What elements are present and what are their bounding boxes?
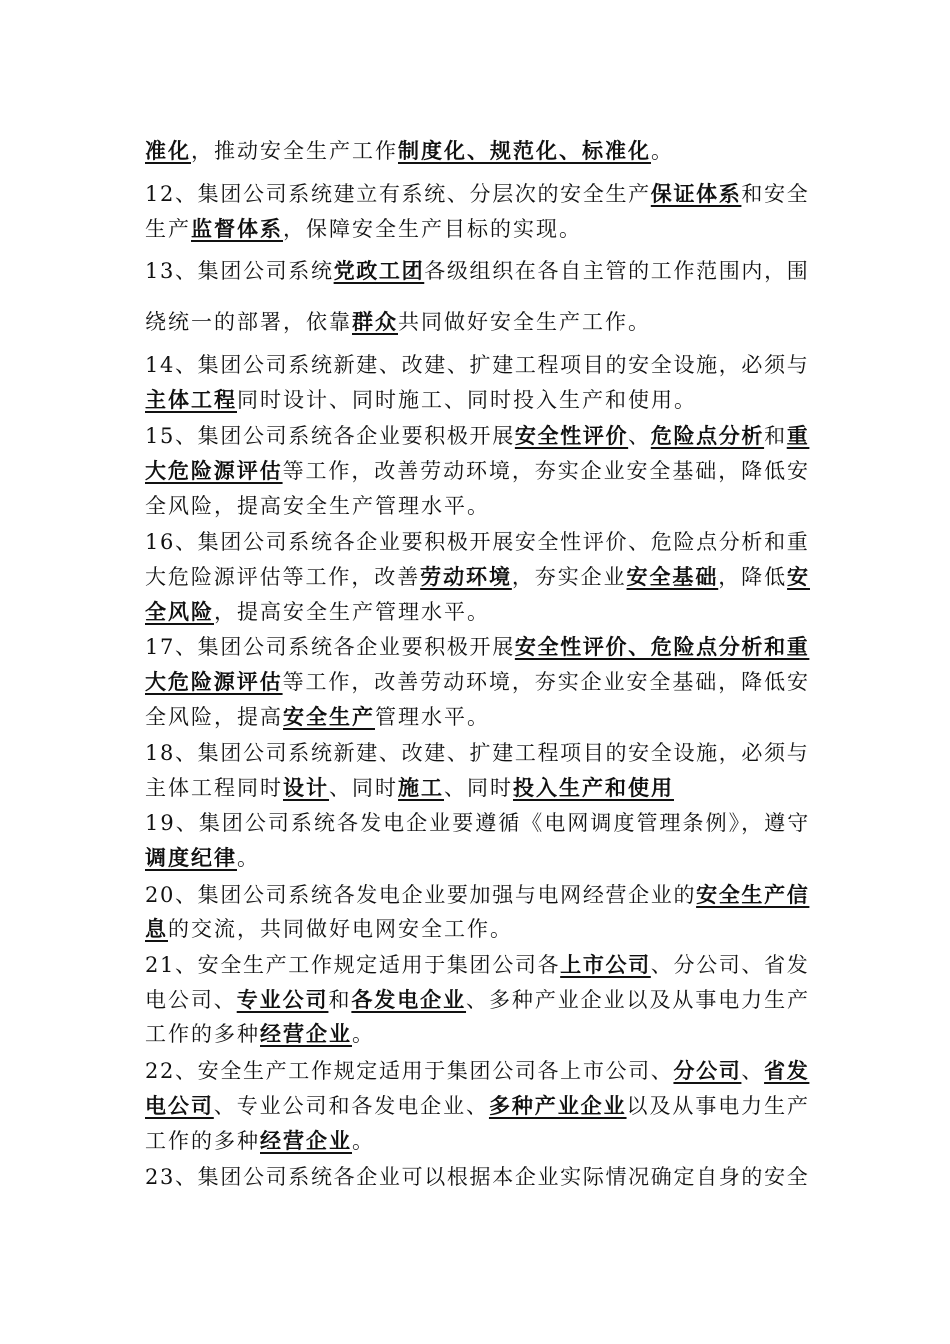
text-line (145, 136, 674, 166)
text-run: 和 (764, 424, 787, 448)
underlined-answer: 大危险源评估 (145, 669, 283, 694)
underlined-answer: 息 (145, 916, 168, 941)
text-line (145, 1056, 809, 1086)
text-run: 大危险源评估等工作，改善 (145, 565, 421, 589)
text-run: 14、集团公司系统新建、改建、扩建工程项目的安全设施，必须与 (145, 353, 810, 377)
text-run: 绕统一的部署，依靠 (145, 310, 352, 334)
text-line (145, 950, 809, 980)
text-run: 。 (651, 139, 674, 163)
text-run: 、多种产业企业以及从事电力生产 (466, 988, 810, 1012)
text-line (145, 1091, 810, 1121)
underlined-answer: 各发电企业 (351, 987, 467, 1012)
text-line (145, 1162, 809, 1192)
text-run: 各级组织在各自主管的工作范围内，围 (424, 259, 810, 283)
underlined-answer: 安 (787, 564, 810, 589)
underlined-answer: 安全性评价 (514, 423, 629, 448)
underlined-answer: 安全生产信 (696, 882, 810, 907)
underlined-answer: 危险点分析 (650, 423, 765, 448)
text-run: 、专业公司和各发电企业、 (213, 1094, 489, 1118)
underlined-answer: 经营企业 (260, 1021, 352, 1046)
text-run: 17、集团公司系统各企业要积极开展 (145, 635, 515, 659)
text-line (145, 214, 582, 244)
underlined-answer: 制度化、规范化、标准化 (398, 138, 651, 163)
text-run: 和 (328, 988, 352, 1012)
text-run: 全风险，提高 (145, 705, 283, 729)
text-line (145, 1126, 375, 1156)
text-line (145, 738, 809, 768)
text-line (145, 421, 809, 451)
underlined-answer: 上市公司 (560, 952, 651, 977)
text-run: ，推动安全生产工作 (191, 139, 398, 163)
text-run: ，保障安全生产目标的实现。 (283, 217, 582, 241)
text-line (145, 527, 809, 557)
underlined-answer: 分公司 (673, 1058, 742, 1083)
text-run: 管理水平。 (375, 705, 490, 729)
underlined-answer: 专业公司 (236, 987, 329, 1012)
underlined-answer: 党政工团 (333, 258, 425, 283)
text-run: 。 (352, 1129, 375, 1153)
text-line (145, 350, 809, 380)
text-line (145, 914, 513, 944)
underlined-answer: 多种产业企业 (488, 1093, 627, 1118)
text-run: ，夯实企业 (511, 565, 627, 589)
underlined-answer: 劳动环境 (420, 564, 512, 589)
text-line (145, 702, 490, 732)
text-line (145, 773, 674, 803)
text-run: 、分公司、省发 (650, 953, 810, 977)
text-run: 以及从事电力生产 (626, 1094, 810, 1118)
underlined-answer: 群众 (352, 309, 398, 334)
text-line (145, 843, 260, 873)
underlined-answer: 施工 (398, 775, 444, 800)
text-line (145, 456, 810, 486)
underlined-answer: 设计 (283, 775, 329, 800)
text-line (145, 808, 810, 838)
underlined-answer: 电公司 (145, 1093, 214, 1118)
text-line (145, 985, 810, 1015)
text-run: 、同时 (329, 776, 398, 800)
underlined-answer: 主体工程 (145, 387, 237, 412)
text-run: 共同做好安全生产工作。 (398, 310, 651, 334)
text-line (145, 491, 490, 521)
text-line (145, 385, 697, 415)
underlined-answer: 大危险源评估 (145, 458, 283, 483)
text-run: 和安全 (741, 182, 810, 206)
text-run: 21、安全生产工作规定适用于集团公司各 (145, 953, 561, 977)
text-run: 22、安全生产工作规定适用于集团公司各上市公司、 (145, 1059, 674, 1083)
text-run: 生产 (145, 217, 191, 241)
text-run: 16、集团公司系统各企业要积极开展安全性评价、危险点分析和重 (145, 530, 810, 554)
text-run: 主体工程同时 (145, 776, 283, 800)
text-run: 等工作，改善劳动环境，夯实企业安全基础，降低安 (282, 670, 810, 694)
text-line (145, 880, 809, 910)
text-run: 18、集团公司系统新建、改建、扩建工程项目的安全设施，必须与 (145, 741, 810, 765)
underlined-answer: 准化 (145, 138, 191, 163)
text-line (145, 256, 809, 286)
underlined-answer: 安全生产 (283, 704, 375, 729)
text-run: 13、集团公司系统 (145, 259, 334, 283)
underlined-answer: 全风险 (145, 599, 214, 624)
text-run: 15、集团公司系统各企业要积极开展 (145, 424, 515, 448)
text-line (145, 667, 810, 697)
text-run: 、 (628, 424, 651, 448)
underlined-answer: 经营企业 (260, 1128, 352, 1153)
text-run: 。 (352, 1022, 375, 1046)
text-run: 工作的多种 (145, 1022, 260, 1046)
text-line (145, 632, 809, 662)
text-run: ，降低 (718, 565, 788, 589)
text-run: 的交流，共同做好电网安全工作。 (168, 917, 513, 941)
text-run: 19、集团公司系统各发电企业要遵循《电网调度管理条例》，遵守 (145, 811, 811, 835)
underlined-answer: 重 (786, 423, 810, 448)
underlined-answer: 省发 (764, 1058, 810, 1083)
text-run: ，提高安全生产管理水平。 (214, 600, 490, 624)
text-run: 23、集团公司系统各企业可以根据本企业实际情况确定自身的安全 (145, 1165, 810, 1189)
underlined-answer: 安全性评价、危险点分析和重 (514, 634, 810, 659)
underlined-answer: 保证体系 (650, 181, 742, 206)
text-run: 工作的多种 (145, 1129, 260, 1153)
text-run: 12、集团公司系统建立有系统、分层次的安全生产 (145, 182, 651, 206)
underlined-answer: 调度纪律 (145, 845, 237, 870)
underlined-answer: 监督体系 (191, 216, 283, 241)
text-run: 等工作，改善劳动环境，夯实企业安全基础，降低安 (282, 459, 810, 483)
text-line (145, 597, 490, 627)
text-line (145, 562, 810, 592)
text-run: 、同时 (444, 776, 513, 800)
text-run: 、 (741, 1059, 765, 1083)
text-line (145, 1019, 375, 1049)
underlined-answer: 投入生产和使用 (513, 775, 674, 800)
text-run: 。 (237, 846, 260, 870)
text-run: 电公司、 (145, 988, 237, 1012)
underlined-answer: 安全基础 (626, 564, 719, 589)
text-line (145, 307, 651, 337)
text-run: 20、集团公司系统各发电企业要加强与电网经营企业的 (145, 883, 697, 907)
text-run: 全风险，提高安全生产管理水平。 (145, 494, 490, 518)
text-run: 同时设计、同时施工、同时投入生产和使用。 (237, 388, 697, 412)
text-line (145, 179, 809, 209)
